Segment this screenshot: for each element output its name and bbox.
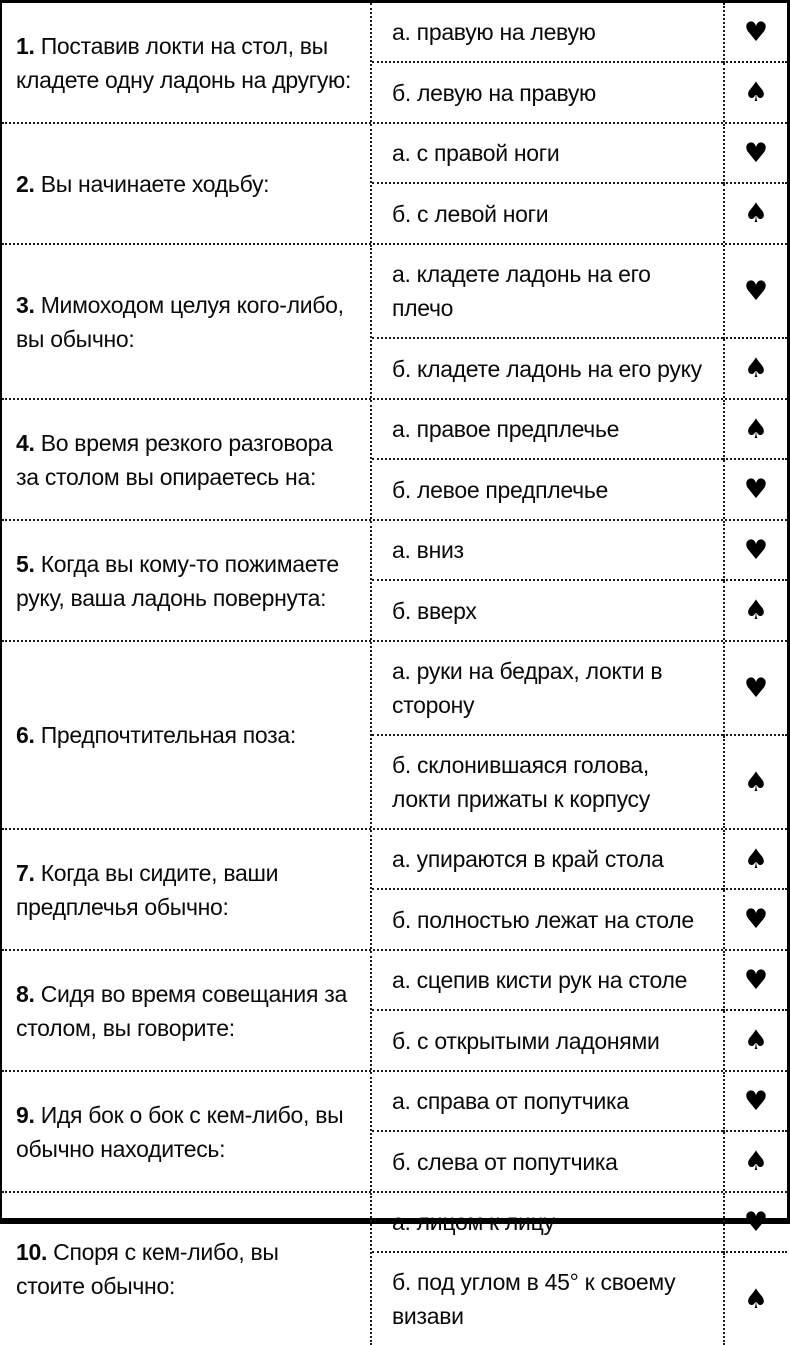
question-text: 6. Предпочтительная поза: bbox=[16, 722, 296, 748]
question-number: 6. bbox=[16, 722, 35, 748]
question-cell-6 bbox=[2, 642, 372, 828]
question-cell-3 bbox=[2, 245, 372, 398]
option-b-cell bbox=[372, 890, 723, 949]
option-a-label: а. справа от попутчика bbox=[392, 1088, 629, 1114]
option-a-label: а. лицом к лицу bbox=[392, 1209, 555, 1235]
table-row-5 bbox=[2, 519, 787, 640]
option-a-cell bbox=[372, 3, 723, 63]
question-number: 3. bbox=[16, 291, 35, 318]
suit-cell bbox=[723, 890, 787, 949]
option-a-cell bbox=[372, 642, 723, 736]
heart-icon: ♥ bbox=[743, 534, 769, 566]
suit-cell bbox=[723, 339, 787, 398]
heart-icon: ♥ bbox=[743, 275, 769, 307]
spade-icon: ♠ bbox=[743, 1025, 769, 1056]
table-row-8 bbox=[2, 949, 787, 1070]
question-text: 8. Сидя во время совещания за столом, вы говорите: bbox=[16, 980, 347, 1041]
spade-icon: ♠ bbox=[743, 595, 769, 626]
question-number: 8. bbox=[16, 980, 35, 1007]
spade-icon: ♠ bbox=[743, 353, 769, 384]
option-b-label: б. вверх bbox=[392, 597, 477, 624]
suit-cell bbox=[723, 951, 787, 1011]
heart-icon: ♥ bbox=[743, 16, 769, 48]
suit-cell bbox=[723, 400, 787, 460]
option-a-cell bbox=[372, 1193, 723, 1253]
option-a-label: а. правое предплечье bbox=[392, 416, 620, 442]
option-a-cell bbox=[372, 124, 723, 184]
option-b-cell bbox=[372, 1011, 723, 1070]
option-b-label: б. полностью лежат на столе bbox=[392, 906, 694, 933]
table-row-3 bbox=[2, 243, 787, 398]
option-b-cell bbox=[372, 63, 723, 122]
table-row-6 bbox=[2, 640, 787, 828]
suit-cell bbox=[723, 3, 787, 63]
suit-cell bbox=[723, 736, 787, 828]
question-cell-5 bbox=[2, 521, 372, 640]
option-a-label: а. руки на бедрах, локти в сторону bbox=[392, 658, 663, 718]
heart-icon: ♥ bbox=[743, 1085, 769, 1117]
heart-icon: ♥ bbox=[743, 1206, 769, 1238]
suit-cell bbox=[723, 460, 787, 519]
option-b-cell bbox=[372, 1253, 723, 1345]
option-a-cell bbox=[372, 245, 723, 339]
spade-icon: ♠ bbox=[743, 77, 769, 108]
question-text: 3. Мимоходом целуя кого-либо, вы обычно: bbox=[16, 291, 344, 352]
heart-icon: ♥ bbox=[743, 904, 769, 935]
heart-icon: ♥ bbox=[743, 474, 769, 505]
suit-cell bbox=[723, 1253, 787, 1345]
table-row-9 bbox=[2, 1070, 787, 1191]
question-cell-1 bbox=[2, 3, 372, 122]
question-number: 2. bbox=[16, 170, 35, 197]
option-b-cell bbox=[372, 1132, 723, 1191]
question-cell-10 bbox=[2, 1193, 372, 1345]
suit-cell bbox=[723, 1132, 787, 1191]
table-row-4 bbox=[2, 398, 787, 519]
heart-icon: ♥ bbox=[743, 672, 769, 704]
question-cell-9 bbox=[2, 1072, 372, 1191]
question-cell-8 bbox=[2, 951, 372, 1070]
spade-icon: ♠ bbox=[743, 766, 769, 798]
question-text: 10. Споря с кем-либо, вы стоите обычно: bbox=[16, 1239, 279, 1299]
option-a-label: а. упираются в край стола bbox=[392, 846, 664, 872]
question-text: 1. Поставив локти на стол, вы кладете одну ладонь на другую: bbox=[16, 32, 352, 93]
spade-icon: ♠ bbox=[743, 198, 769, 229]
question-number: 1. bbox=[16, 32, 35, 59]
suit-cell bbox=[723, 642, 787, 736]
option-a-label: а. с правой ноги bbox=[392, 140, 560, 166]
option-b-cell bbox=[372, 460, 723, 519]
option-a-cell bbox=[372, 1072, 723, 1132]
question-text: 2. Вы начинаете ходьбу: bbox=[16, 170, 270, 197]
heart-icon: ♥ bbox=[743, 137, 769, 169]
table-row-2 bbox=[2, 122, 787, 243]
suit-cell bbox=[723, 581, 787, 640]
option-b-label: б. склонившаяся голова, локти прижаты к корпусу bbox=[392, 752, 650, 812]
question-cell-4 bbox=[2, 400, 372, 519]
option-b-cell bbox=[372, 339, 723, 398]
spade-icon: ♠ bbox=[743, 413, 769, 445]
suit-cell bbox=[723, 1072, 787, 1132]
question-number: 5. bbox=[16, 550, 35, 577]
table-row-10 bbox=[2, 1191, 787, 1345]
option-a-cell bbox=[372, 400, 723, 460]
suit-cell bbox=[723, 245, 787, 339]
option-a-label: а. сцепив кисти рук на столе bbox=[392, 967, 688, 993]
spade-icon: ♠ bbox=[743, 1146, 769, 1177]
option-b-label: б. кладете ладонь на его руку bbox=[392, 355, 702, 382]
suit-cell bbox=[723, 1011, 787, 1070]
question-cell-7 bbox=[2, 830, 372, 949]
option-b-cell bbox=[372, 581, 723, 640]
suit-cell bbox=[723, 184, 787, 243]
option-a-cell bbox=[372, 521, 723, 581]
option-b-label: б. левое предплечье bbox=[392, 476, 609, 503]
spade-icon: ♠ bbox=[743, 1283, 769, 1315]
question-number: 4. bbox=[16, 429, 35, 456]
option-a-cell bbox=[372, 830, 723, 890]
suit-cell bbox=[723, 63, 787, 122]
table-row-1 bbox=[2, 3, 787, 122]
question-text: 5. Когда вы кому-то пожимаете руку, ваша ладонь повернута: bbox=[16, 550, 339, 611]
option-a-cell bbox=[372, 951, 723, 1011]
table-row-7 bbox=[2, 828, 787, 949]
question-number: 9. bbox=[16, 1101, 35, 1128]
heart-icon: ♥ bbox=[743, 964, 769, 996]
suit-cell bbox=[723, 521, 787, 581]
question-cell-2 bbox=[2, 124, 372, 243]
spade-icon: ♠ bbox=[743, 843, 769, 875]
option-a-label: а. правую на левую bbox=[392, 19, 596, 45]
suit-cell bbox=[723, 1193, 787, 1253]
option-a-label: а. кладете ладонь на его плечо bbox=[392, 261, 651, 321]
option-b-label: б. с открытыми ладонями bbox=[392, 1027, 660, 1054]
option-b-label: б. под углом в 45° к своему визави bbox=[392, 1269, 676, 1329]
option-a-label: а. вниз bbox=[392, 537, 464, 563]
suit-cell bbox=[723, 124, 787, 184]
question-number: 10. bbox=[16, 1239, 48, 1265]
question-number: 7. bbox=[16, 859, 35, 886]
question-text: 7. Когда вы сидите, ваши предплечья обычно: bbox=[16, 859, 279, 920]
question-text: 4. Во время резкого разговора за столом вы опираетесь на: bbox=[16, 429, 333, 490]
question-text: 9. Идя бок о бок с кем-либо, вы обычно находитесь: bbox=[16, 1101, 344, 1162]
option-b-label: б. левую на правую bbox=[392, 79, 597, 106]
option-b-label: б. с левой ноги bbox=[392, 200, 549, 227]
option-b-cell bbox=[372, 184, 723, 243]
option-b-cell bbox=[372, 736, 723, 828]
option-b-label: б. слева от попутчика bbox=[392, 1148, 618, 1175]
suit-cell bbox=[723, 830, 787, 890]
